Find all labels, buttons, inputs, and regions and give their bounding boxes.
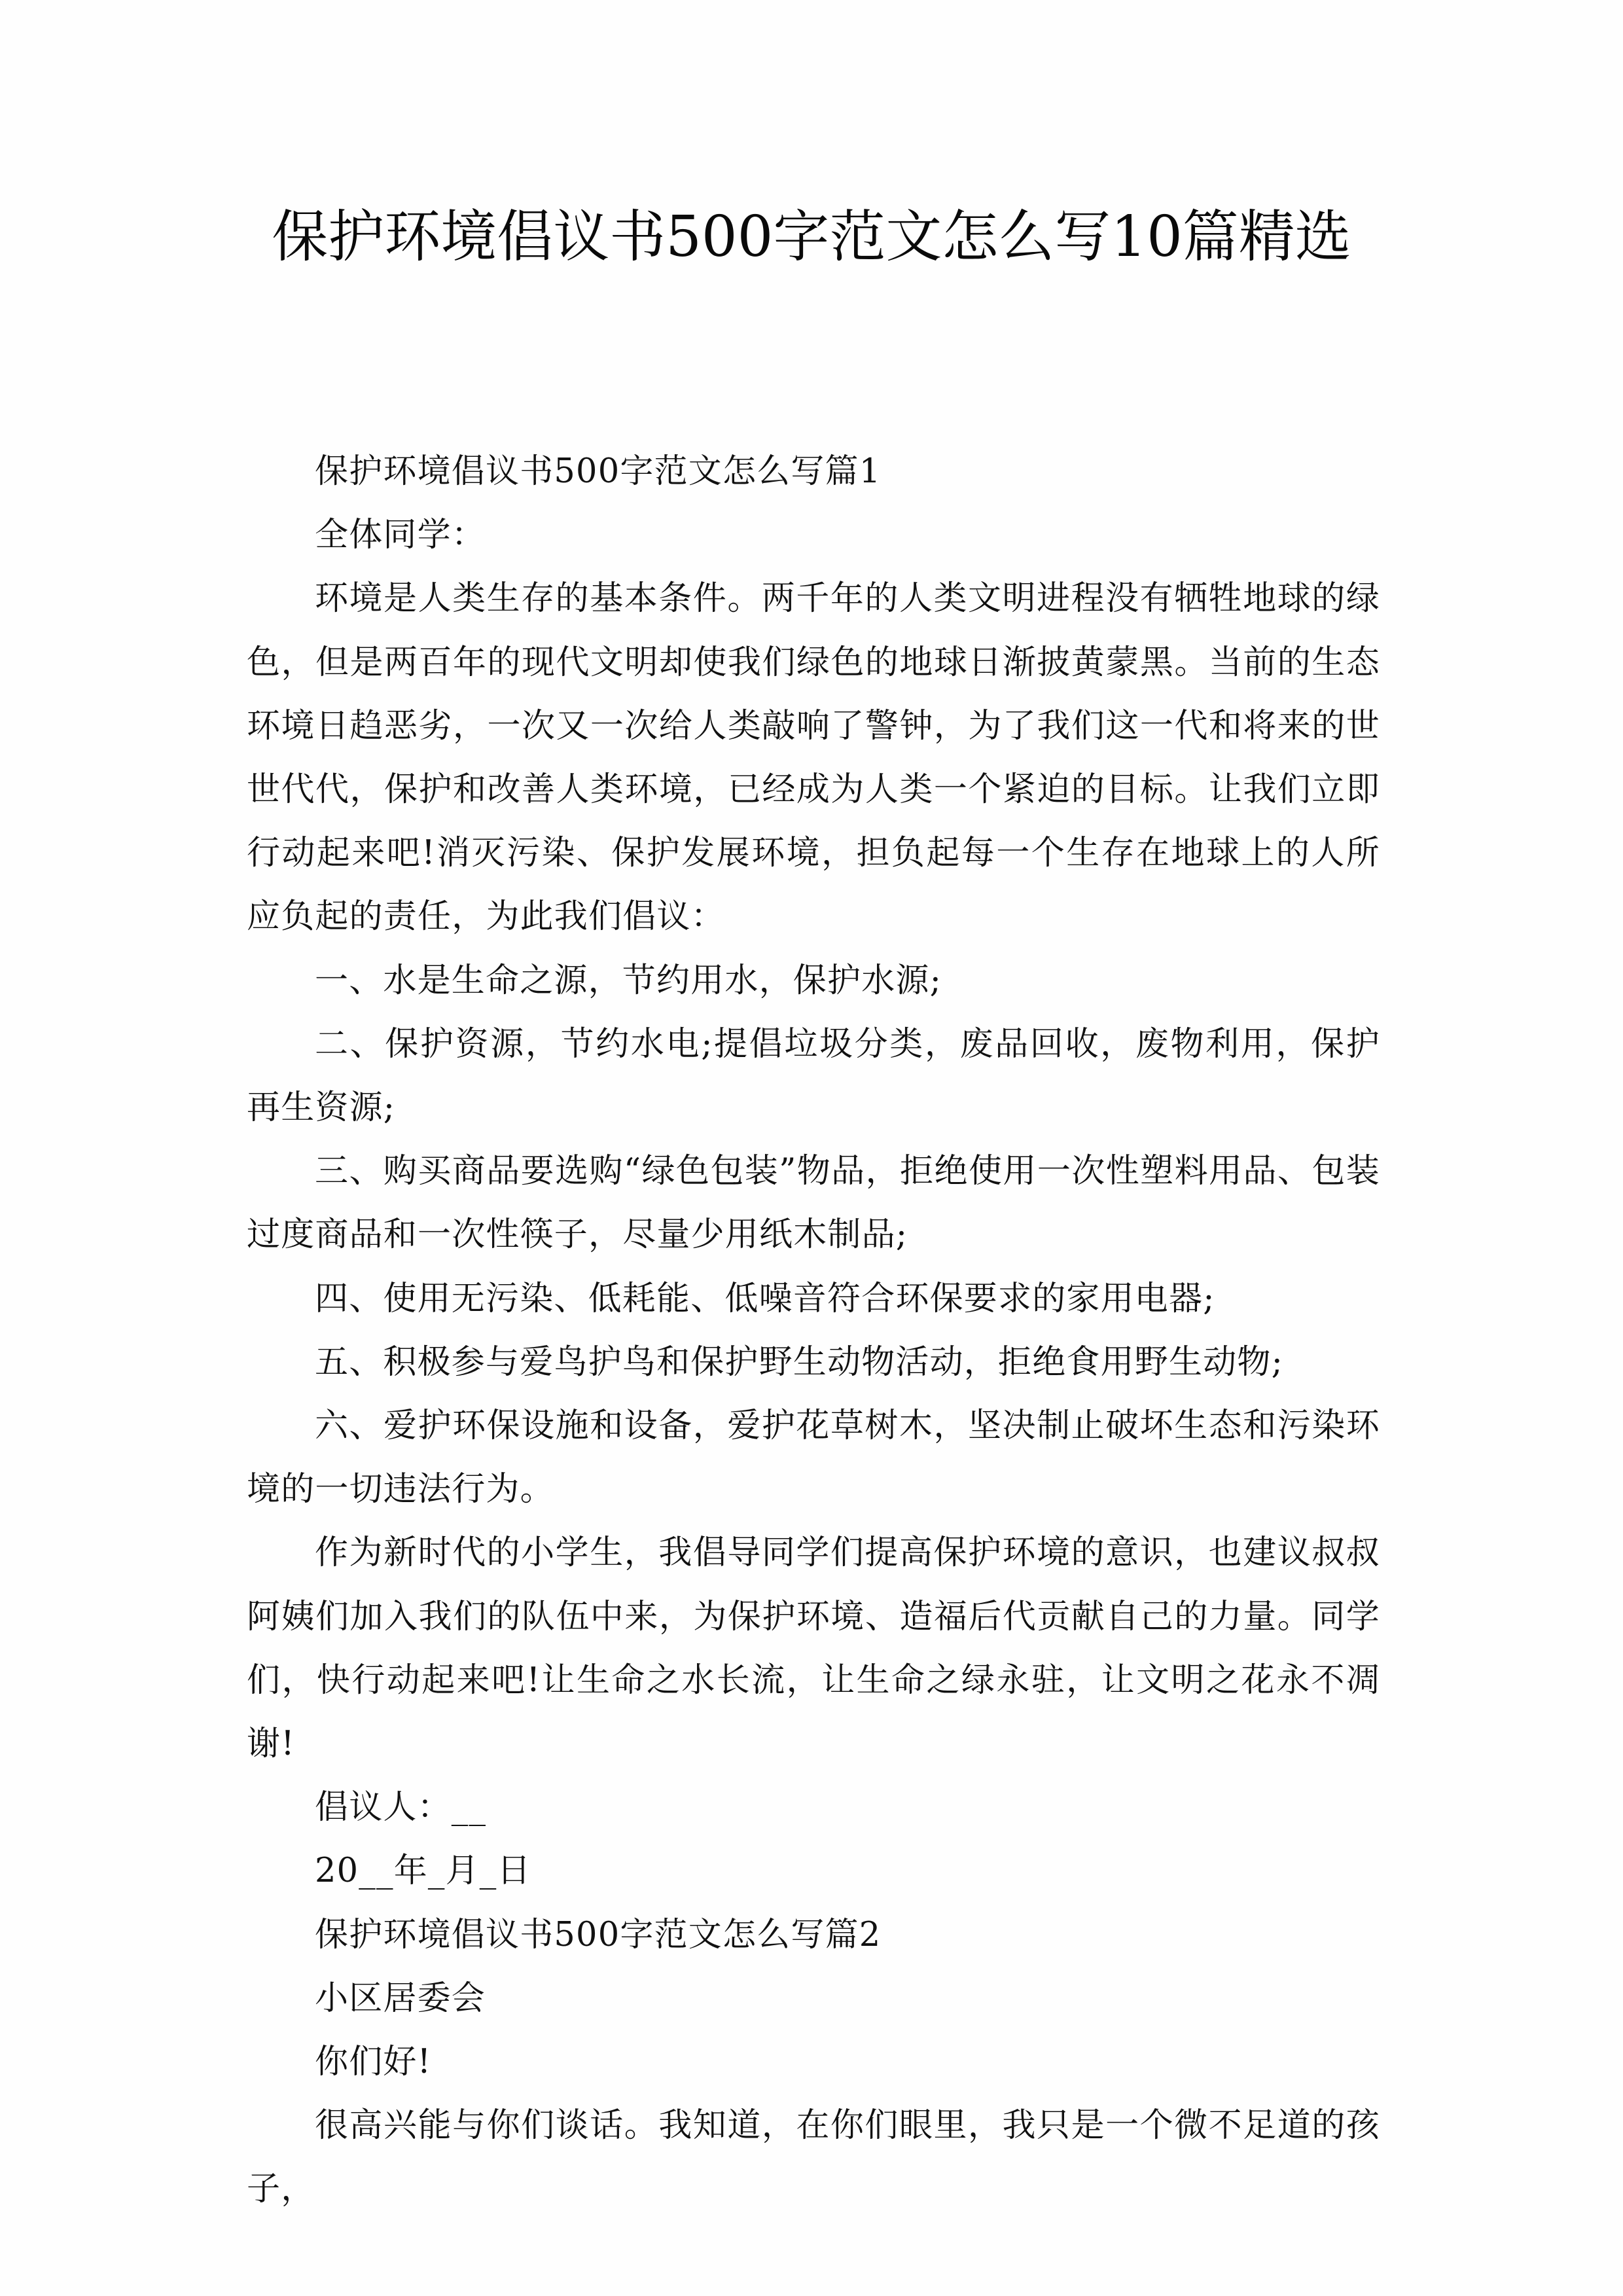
section-2-greeting: 你们好!	[315, 2043, 432, 2082]
section-2-salutation: 小区居委会	[315, 1979, 486, 2018]
section-2-heading: 保护环境倡议书500字范文怎么写篇2	[315, 1915, 882, 1954]
proposal-item-2: 二、保护资源，节约水电;提倡垃圾分类，废品回收，废物利用，保护再生资源;	[247, 1024, 1380, 1128]
signer-line: 倡议人：__	[315, 1788, 487, 1827]
section-2-paragraph-1: 很高兴能与你们谈话。我知道，在你们眼里，我只是一个微不足道的孩子，	[247, 2106, 1380, 2209]
document-body	[247, 440, 1380, 2221]
proposal-item-4: 四、使用无污染、低耗能、低噪音符合环保要求的家用电器;	[315, 1279, 1215, 1318]
proposal-item-3: 三、购买商品要选购“绿色包装”物品，拒绝使用一次性塑料用品、包装过度商品和一次性筷子，尽量少用纸木制品;	[247, 1152, 1380, 1255]
proposal-item-5: 五、积极参与爱鸟护鸟和保护野生动物活动，拒绝食用野生动物;	[315, 1342, 1283, 1382]
document-title: 保护环境倡议书500字范文怎么写10篇精选	[272, 204, 1351, 270]
date-line: 20__年_月_日	[315, 1852, 531, 1891]
section-1-heading: 保护环境倡议书500字范文怎么写篇1	[315, 452, 882, 491]
proposal-item-6: 六、爱护环保设施和设备，爱护花草树木，坚决制止破坏生态和污染环境的一切违法行为。	[247, 1407, 1380, 1509]
section-1-paragraph-closing: 作为新时代的小学生，我倡导同学们提高保护环境的意识，也建议叔叔阿姨们加入我们的队伍中来，为保护环境、造福后代贡献自己的力量。同学们，快行动起来吧!让生命之水长流，让生命之绿永驻，让文明之花永不凋谢!	[247, 1534, 1380, 1764]
section-1-paragraph-intro: 环境是人类生存的基本条件。两千年的人类文明进程没有牺牲地球的绿色，但是两百年的现代文明却使我们绿色的地球日渐披黄蒙黑。当前的生态环境日趋恶劣，一次又一次给人类敲响了警钟，为了我们这一代和将来的世世代代，保护和改善人类环境，已经成为人类一个紧迫的目标。让我们立即行动起来吧!消灭污染、保护发展环境，担负起每一个生存在地球上的人所应负起的责任，为此我们倡议：	[247, 579, 1380, 937]
proposal-item-1: 一、水是生命之源，节约用水，保护水源;	[315, 961, 942, 1000]
section-1-salutation: 全体同学：	[315, 516, 486, 555]
